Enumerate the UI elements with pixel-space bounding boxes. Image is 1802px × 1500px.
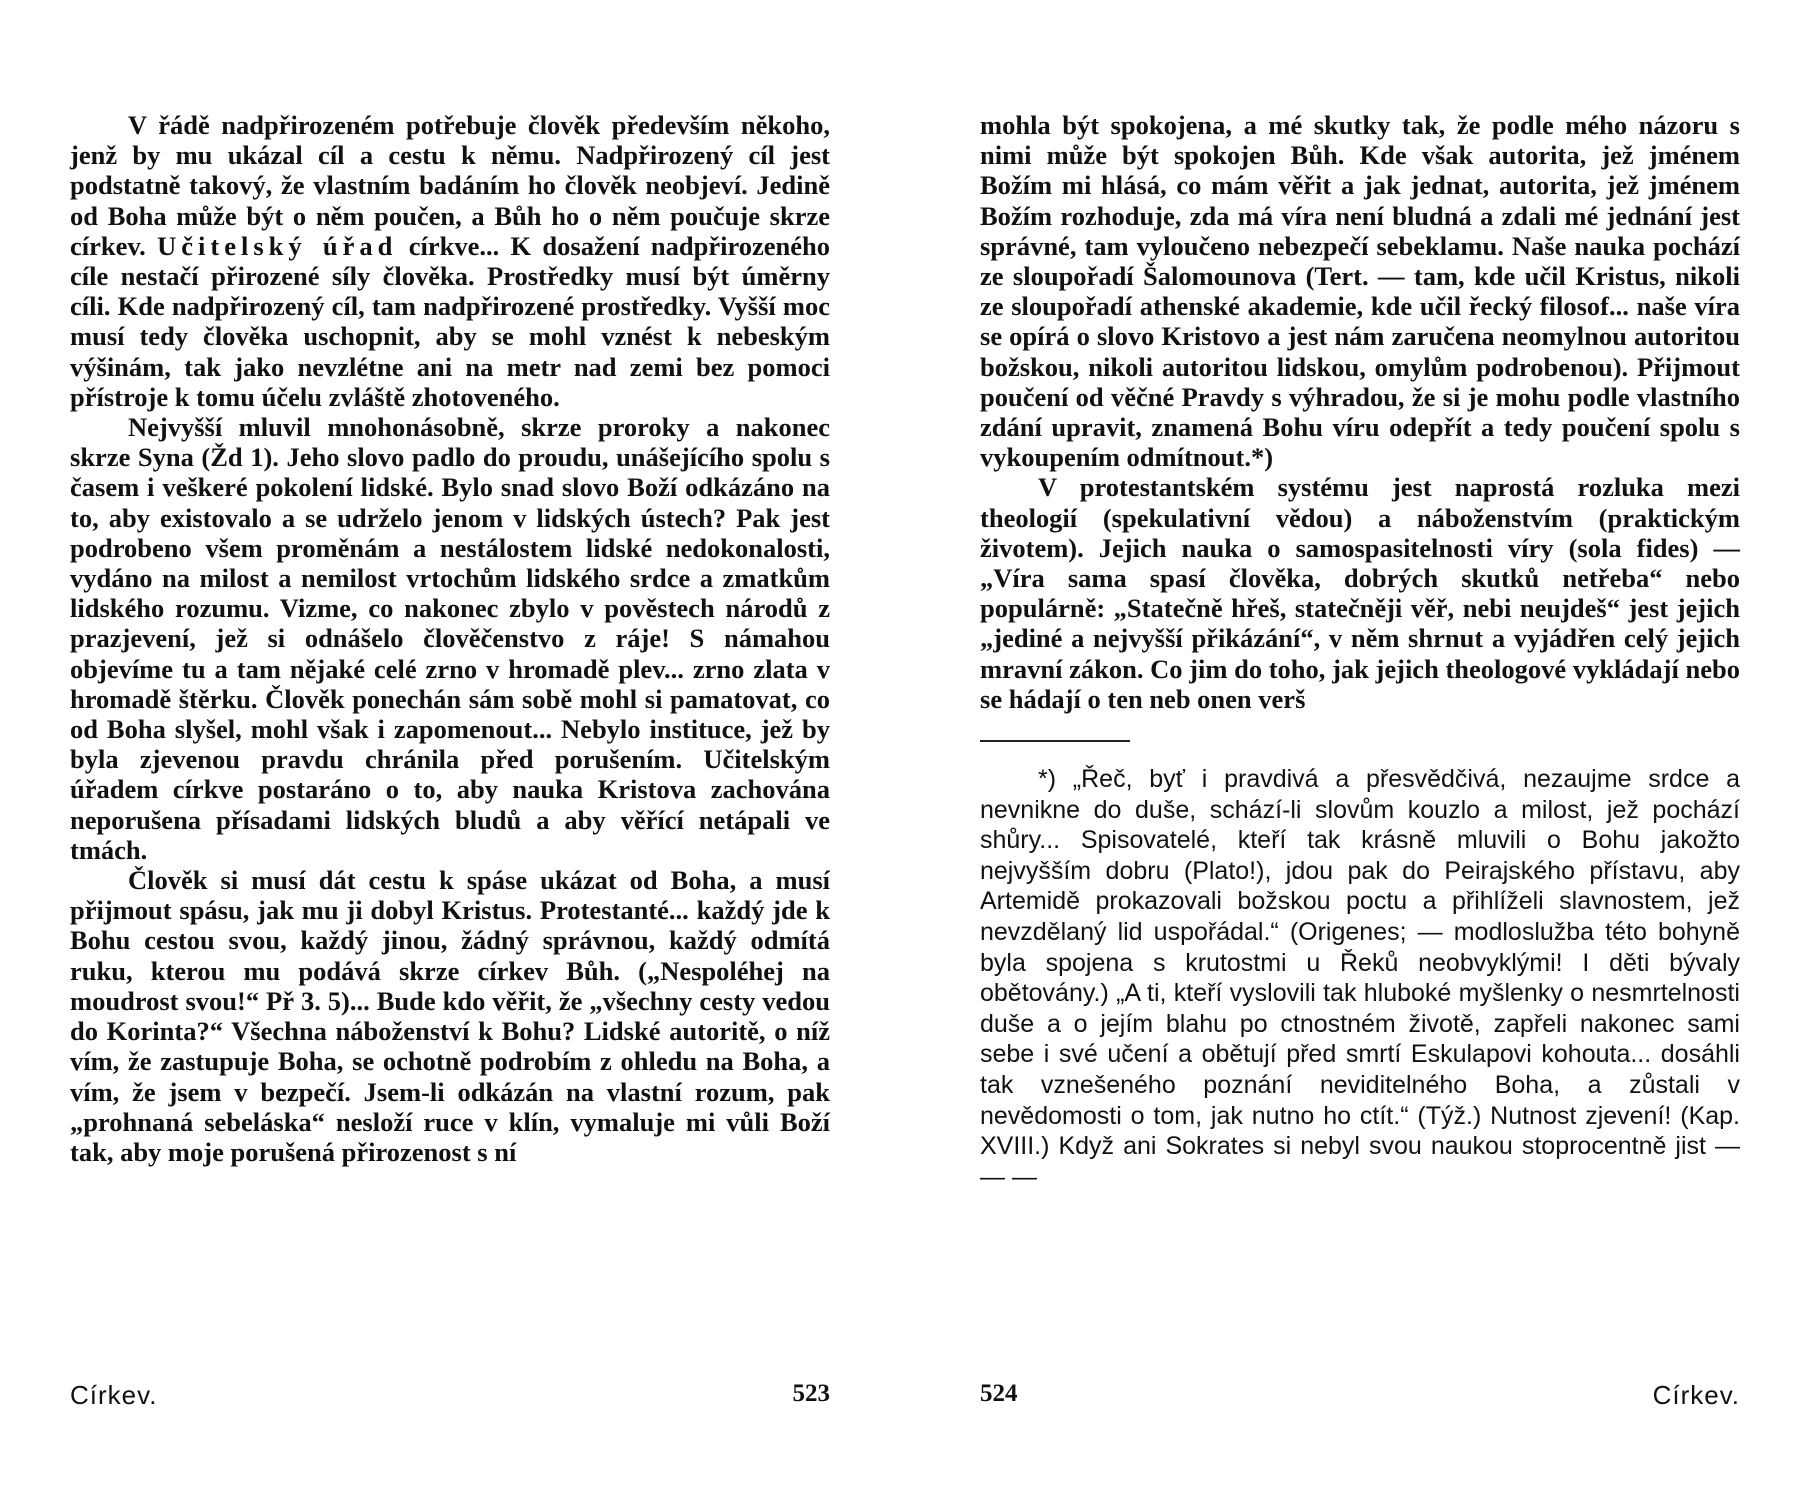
left-page — [70, 110, 830, 1450]
right-paragraph-1: mohla být spokojena, a mé skutky tak, že podle mého názoru s nimi může být spokojen Bůh. Kde však autorita, jež jménem Božím mi hlásá, co mám věřit a jak jednat, autorita, jež jménem Božím rozhoduje, zda má víra není bludná a zdali mé jednání jest správné, tam vyloučeno nebezpečí sebeklamu. Naše nauka pochází ze sloupořadí Šalomounova (Tert. — tam, kde učil Kristus, nikoli ze sloupořadí athenské akademie, kde učil řecký filosof... naše víra se opírá o slovo Kristovo a jest nám zaručena neomylnou autoritou božskou, nikoli autoritou lidskou, omylům podrobenou). Přijmout poučení od věčné Pravdy s výhradou, že si je mohu podle vlastního zdání upravit, znamená Bohu víru odepřít a tedy poučení spolu s vykoupením odmítnout.*) — [980, 110, 1740, 473]
left-paragraph-1 — [70, 110, 830, 412]
left-page-number: 523 — [792, 1380, 830, 1407]
right-page — [980, 110, 1740, 1450]
spaced-emphasis: Učitelský úřad — [157, 230, 398, 261]
right-page-number: 524 — [980, 1380, 1018, 1407]
left-paragraph-1-text: V řádě nadpřirozeném potřebuje člověk především někoho, jenž by mu ukázal cíl a cestu k němu. Nadpřirozený cíl jest podstatně takový, že vlastním badáním ho člověk neobjeví. Jedině od Boha může být o něm poučen, a Bůh ho o něm poučuje skrze církev. — [70, 110, 830, 261]
footnote: *) „Řeč, byť i pravdivá a přesvědčivá, nezaujme srdce a nevnikne do duše, schází-li slovům kouzlo a milost, jež pochází shůry... Spisovatelé, kteří tak krásně mluvili o Bohu jakožto nejvyšším dobru (Plato!), jdou pak do Peirajského přístavu, aby Artemidě prokazovali božskou poctu a přihlíželi slavnostem, jež nevzdělaný lid uspořádal.“ (Origenes; — modloslužba této bohyně byla spojena s krutostmi u Řeků neobvyklými! I děti bývaly obětovány.) „A ti, kteří vyslovili tak hluboké myšlenky o nesmrtelnosti duše a o jejím blahu po ctnostném životě, zapřeli nakonec sami sebe i své učení a obětují před smrtí Eskulapovi kohouta... dosáhli tak vznešeného poznání neviditelného Boha, a zůstali v nevědomosti o tom, jak nutno ho ctít.“ (Týž.) Nutnost zjevení! (Kap. XVIII.) Když ani Sokrates si nebyl svou naukou stoprocentně jist — — — — [980, 765, 1740, 1191]
left-footer — [70, 1380, 830, 1420]
right-body — [980, 110, 1740, 714]
left-paragraph-2: Nejvyšší mluvil mnohonásobně, skrze proroky a nakonec skrze Syna (Žd 1). Jeho slovo padlo do proudu, unášejícího spolu s časem i veškeré pokolení lidské. Bylo snad slovo Boží odkázáno na to, aby existovalo a se udrželo jenom v lidských ústech? Pak jest podrobeno všem proměnám a nestálostem lidské nedokonalosti, vydáno na milost a nemilost vrtochům lidského srdce a zmatkům lidského rozumu. Vizme, co nakonec zbylo v pověstech národů z prazjevení, jež si odnášelo člověčenstvo z ráje! S námahou objevíme tu a tam nějaké celé zrno v hromadě plev... zrno zlata v hromadě štěrku. Člověk ponechán sám sobě mohl si pamatovat, co od Boha slyšel, mohl však i zapomenout... Nebylo instituce, jež by byla zjevenou pravdu chránila před porušením. Učitelským úřadem církve postaráno o to, aby nauka Kristova zachována neporušena přísadami lidských bludů a aby věřící netápali ve tmách. — [70, 412, 830, 865]
left-running-title: Církev. — [70, 1380, 158, 1410]
left-paragraph-1-continuation: církve... K dosažení nadpřirozeného cíle nestačí přirozené síly člověka. Prostředky musí být úměrny cíli. Kde nadpřirozený cíl, tam nadpřirozené prostředky. Vyšší moc musí tedy člověka uschopnit, aby se mohl vznést k nebeským výšinám, tak jako nevzlétne ani na metr nad zemi bez pomoci přístroje k tomu účelu zvláště zhotoveného. — [70, 230, 831, 412]
left-paragraph-3: Člověk si musí dát cestu k spáse ukázat od Boha, a musí přijmout spásu, jak mu ji dobyl Kristus. Protestanté... každý jde k Bohu cestou svou, každý jinou, žádný správnou, každý odmítá ruku, kterou mu podává skrze církev Bůh. („Nespoléhej na moudrost svou!“ Př 3. 5)... Bude kdo věřit, že „všechny cesty vedou do Korinta?“ Všechna náboženství k Bohu? Lidské autoritě, o níž vím, že zastupuje Boha, se ochotně podrobím z ohledu na Boha, a vím, že jsem v bezpečí. Jsem-li odkázán na vlastní rozum, pak „prohnaná sebeláska“ nesloží ruce v klín, vymaluje mi vůli Boží tak, aby moje porušená přirozenost s ní — [70, 865, 830, 1167]
right-running-title: Církev. — [1652, 1380, 1740, 1410]
right-footer — [980, 1380, 1740, 1420]
footnote-divider — [980, 740, 1130, 742]
right-paragraph-2: V protestantském systému jest naprostá rozluka mezi theologií (spekulativní vědou) a náboženstvím (praktickým životem). Jejich nauka o samospasitelnosti víry (sola fides) — „Víra sama spasí člověka, dobrých skutků netřeba“ nebo populárně: „Statečně hřeš, statečněji věř, nebi neujdeš“ jest jejich „jediné a nejvyšší přikázání“, v něm shrnut a vyjádřen celý jejich mravní zákon. Co jim do toho, jak jejich theologové vykládají nebo se hádají o ten neb onen verš — [980, 472, 1740, 714]
